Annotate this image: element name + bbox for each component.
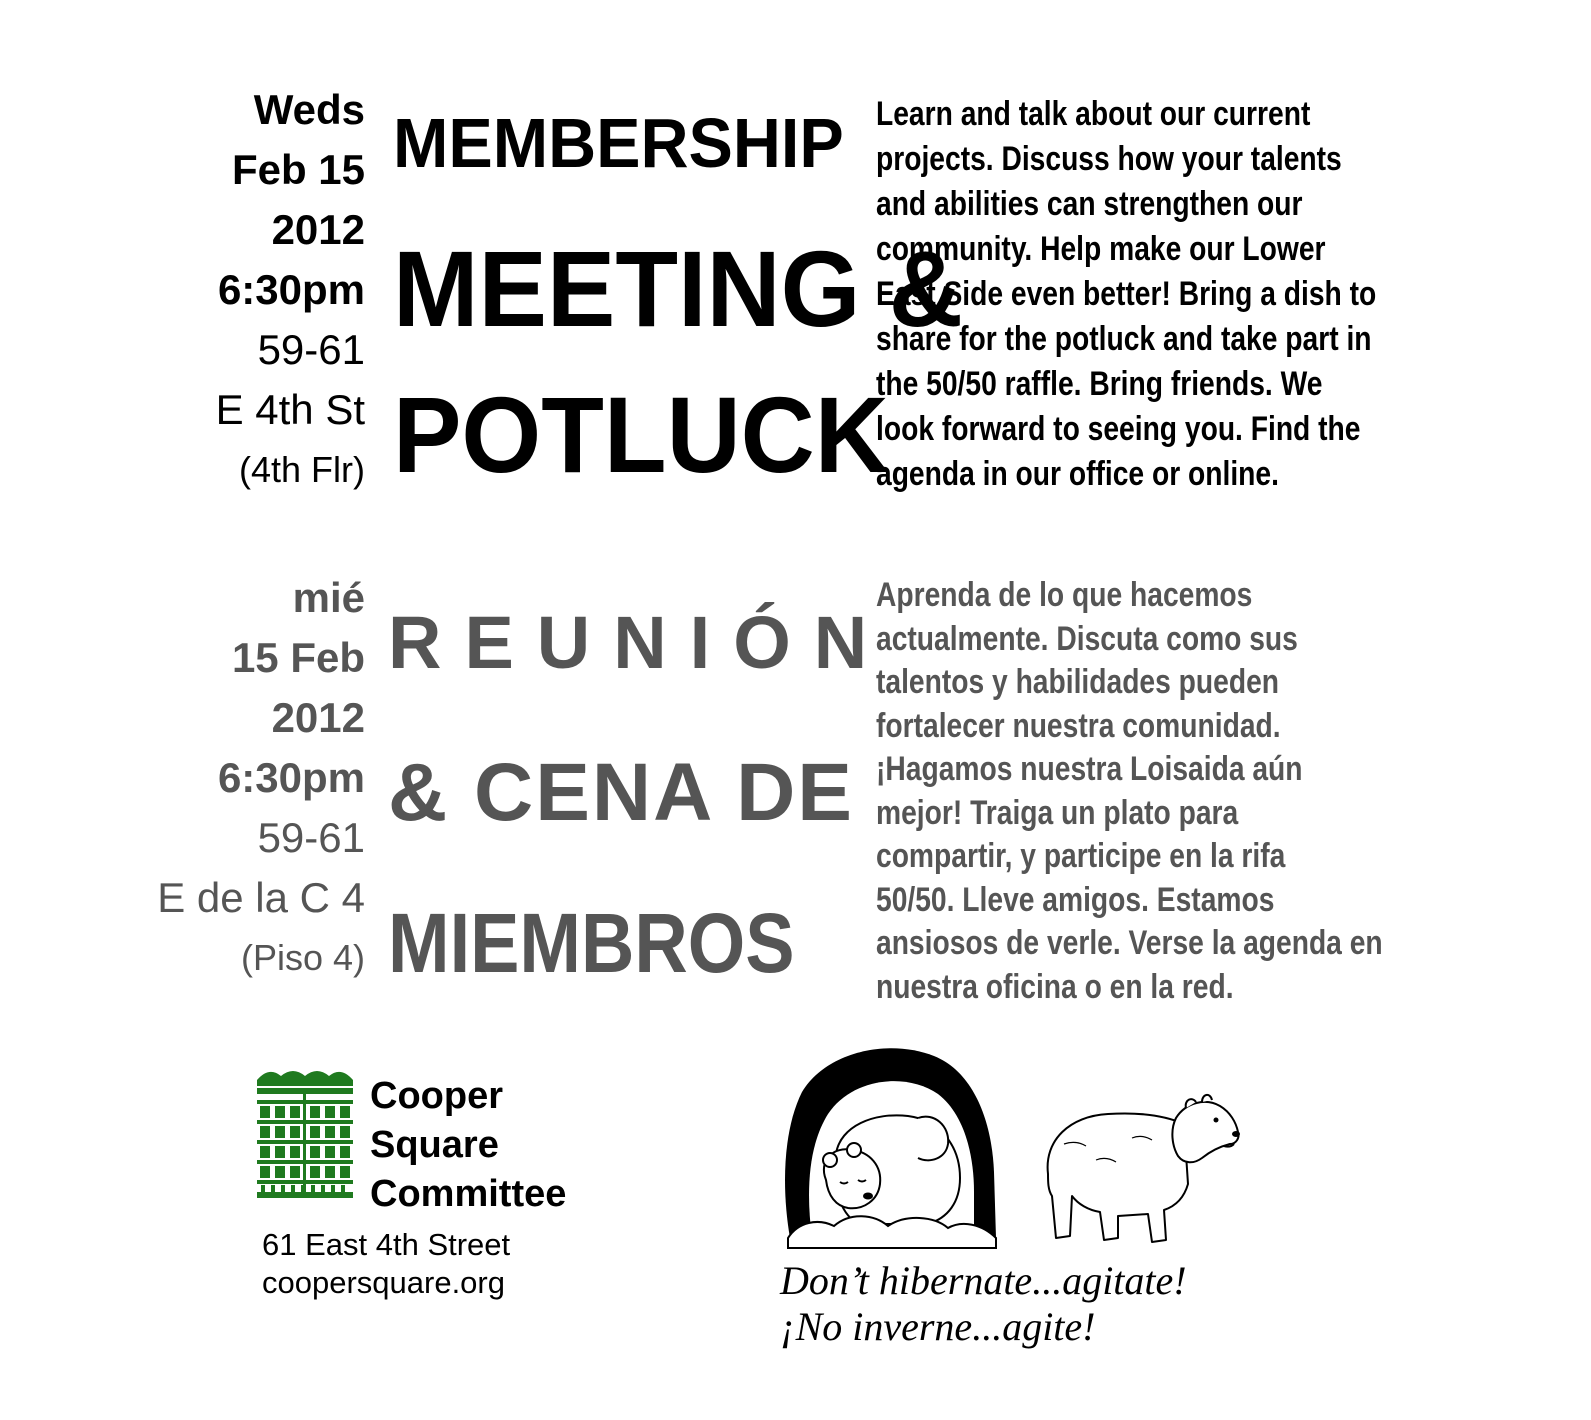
title-line-1: MEMBERSHIP [393,104,844,182]
event-day: Weds [253,86,365,133]
event-date: Feb 15 [231,146,365,193]
event-time: 6:30pm [217,266,365,313]
event-details-english [216,80,365,500]
description-line: East Side even better! Bring a dish to [876,275,1377,313]
event-details-spanish [157,568,365,988]
description-line: agenda in our office or online. [876,455,1279,493]
event-day: mié [292,574,365,621]
title-line-2: MEETING & [393,228,964,349]
description-line: and abilities can strengthen our [876,185,1303,223]
event-floor: (Piso 4) [240,937,365,978]
description-line: ¡Hagamos nuestra Loisaida aún [876,750,1303,788]
event-date: 15 Feb [231,634,365,681]
description-line: 50/50. Lleve amigos. Estamos [876,880,1275,919]
cooper-square-logo [255,1066,355,1200]
description-line: actualmente. Discuta como sus [876,619,1298,658]
description-line: talentos y habilidades pueden [876,663,1280,701]
slogan-spanish: ¡No inverne...agite! [780,1304,1096,1349]
organization-name-line: Cooper [370,1075,503,1117]
description-line: Aprenda de lo que hacemos [876,576,1253,614]
event-floor: (4th Flr) [239,449,365,490]
description-line: community. Help make our Lower [876,230,1326,268]
description-line: nuestra oficina o en la red. [876,967,1234,1006]
description-line: the 50/50 raffle. Bring friends. We [876,365,1323,403]
event-street-number: 59-61 [257,814,365,861]
description-spanish [876,574,1383,1009]
description-english [876,92,1377,497]
description-line: fortalecer nuestra comunidad. [876,706,1281,745]
description-line: look forward to seeing you. Find the [876,410,1361,448]
description-line: mejor! Traiga un plato para [876,793,1239,832]
title-line-3: POTLUCK [393,374,889,495]
organization-website[interactable]: coopersquare.org [262,1265,505,1300]
description-line: Learn and talk about our current [876,95,1311,133]
organization-name-line: Square [370,1124,499,1166]
event-street: E 4th St [215,386,365,433]
organization-name [370,1072,566,1219]
organization-contact [262,1226,510,1302]
slogan-english: Don’t hibernate...agitate! [780,1258,1187,1303]
title-line-1: REUNIÓN [388,601,891,684]
polar-bear-icon [1036,1088,1246,1250]
organization-name-line: Committee [370,1173,567,1215]
event-street: E de la C 4 [157,874,365,921]
description-line: share for the potluck and take part in [876,320,1372,358]
organization-address: 61 East 4th Street [262,1227,511,1262]
title-line-2: & CENA DE [388,747,854,838]
description-line: ansiosos de verle. Verse la agenda en [876,924,1383,962]
event-street-number: 59-61 [257,326,365,373]
description-line: compartir, y participe en la rifa [876,837,1286,875]
hibernating-bear-icon [778,1042,998,1252]
description-line: projects. Discuss how your talents [876,140,1342,178]
event-year: 2012 [271,694,365,741]
title-spanish [388,568,890,1018]
slogan [780,1258,1187,1350]
event-year: 2012 [271,206,365,253]
event-time: 6:30pm [217,754,365,801]
title-line-3: MIEMBROS [388,896,795,990]
